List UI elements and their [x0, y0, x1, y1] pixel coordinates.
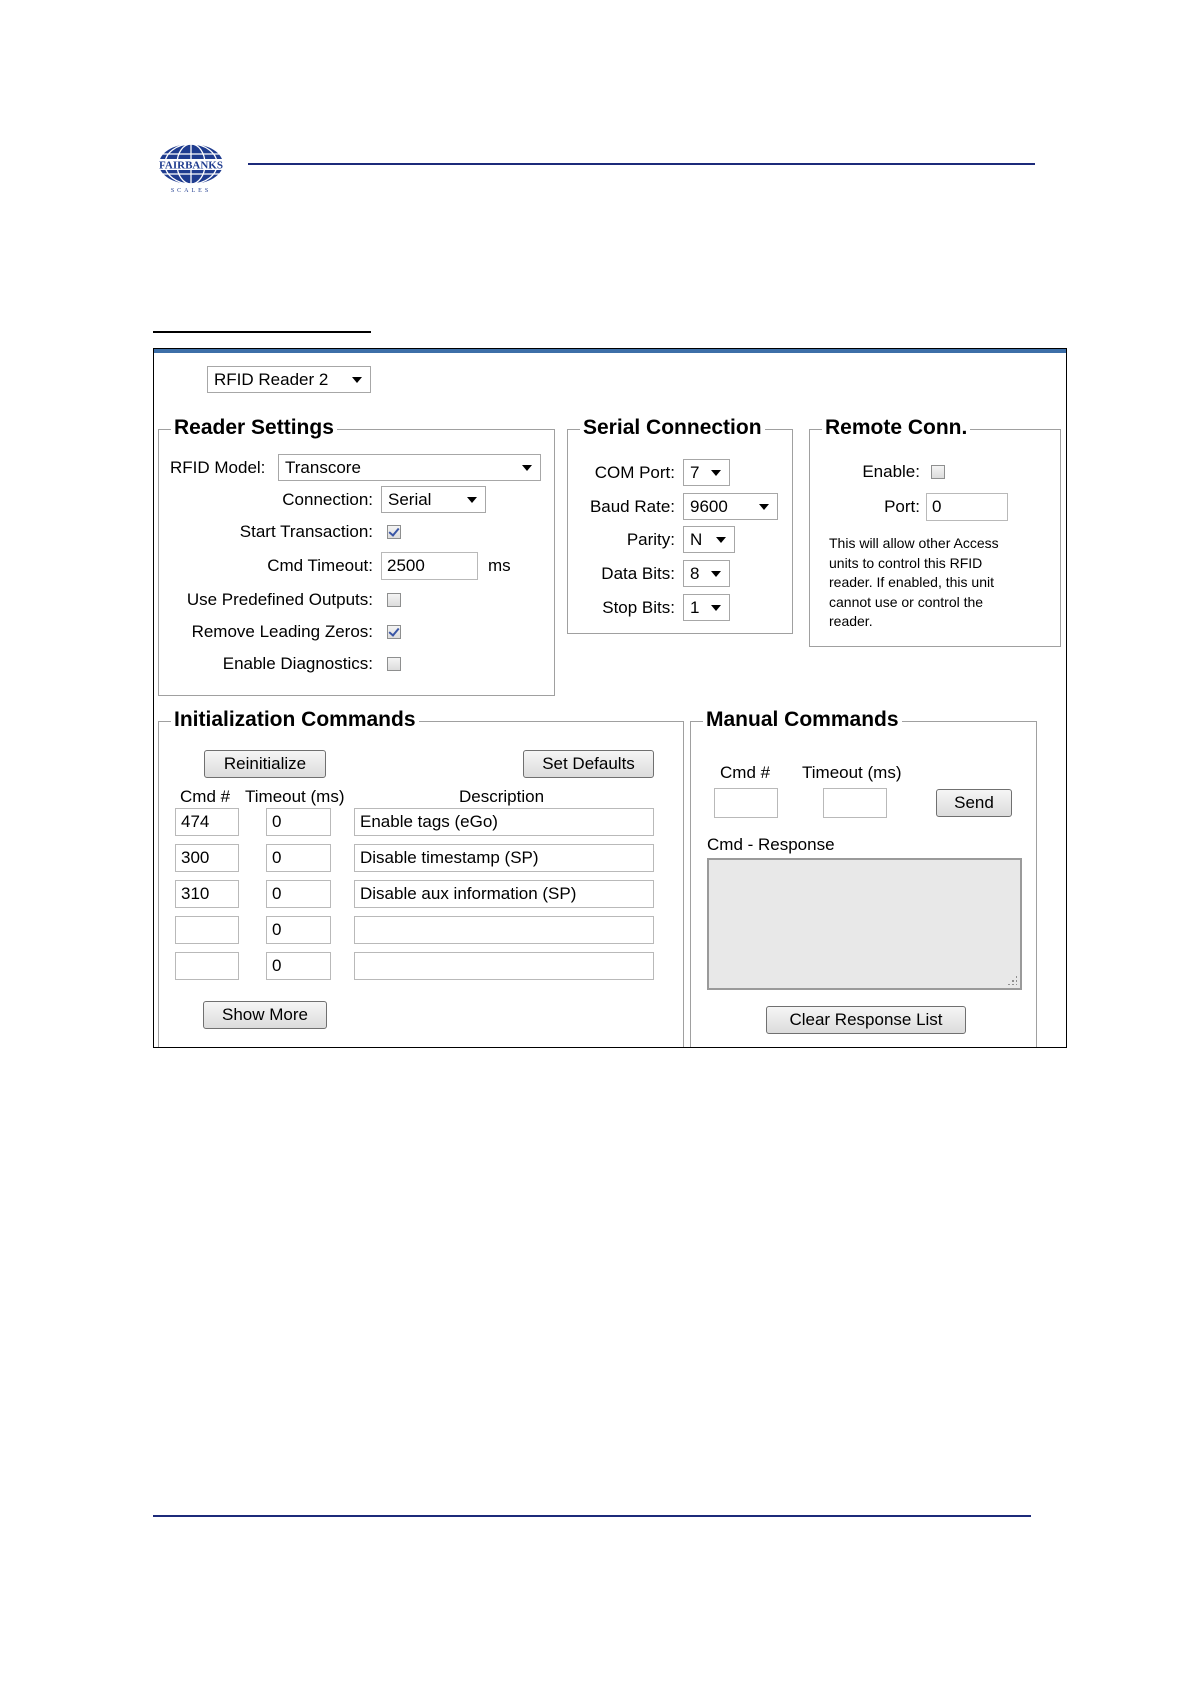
- remote-port-input[interactable]: [926, 493, 1008, 521]
- row-description-input[interactable]: [354, 880, 654, 908]
- cmd-timeout-label: Cmd Timeout:: [267, 556, 373, 575]
- svg-text:FAIRBANKS: FAIRBANKS: [159, 159, 223, 172]
- row-cmd-input[interactable]: [175, 952, 239, 980]
- manual-commands-group: [690, 708, 1037, 1048]
- row-description-input[interactable]: [354, 808, 654, 836]
- rfid-model-label: RFID Model:: [170, 458, 266, 477]
- initialization-commands-group: [158, 708, 684, 1048]
- cmd-response-textarea[interactable]: [707, 858, 1022, 990]
- show-more-button[interactable]: Show More: [203, 1001, 327, 1029]
- header-rule: [248, 163, 1035, 165]
- use-predefined-outputs-checkbox[interactable]: [387, 593, 401, 607]
- manual-timeout-label: Timeout (ms): [802, 763, 902, 782]
- col-header-timeout: Timeout (ms): [245, 787, 345, 806]
- col-header-cmd: Cmd #: [180, 787, 231, 806]
- row-cmd-input[interactable]: [175, 880, 239, 908]
- row-description-input[interactable]: [354, 844, 654, 872]
- enable-diagnostics-checkbox[interactable]: [387, 657, 401, 671]
- parity-select[interactable]: N: [683, 526, 735, 553]
- reinitialize-button[interactable]: Reinitialize: [204, 750, 326, 778]
- connection-select[interactable]: Serial: [381, 486, 486, 513]
- parity-label: Parity:: [626, 530, 675, 549]
- baud-rate-select[interactable]: 9600: [683, 493, 778, 520]
- remove-leading-zeros-checkbox[interactable]: [387, 625, 401, 639]
- stop-bits-label: Stop Bits:: [602, 598, 675, 617]
- remote-enable-label: Enable:: [862, 462, 920, 481]
- remote-conn-group: [809, 416, 1061, 647]
- remote-conn-note: This will allow other Access units to control this RFID reader. If enabled, this unit cannot use or control the reader.: [829, 535, 999, 629]
- start-transaction-checkbox[interactable]: [387, 525, 401, 539]
- manual-timeout-input[interactable]: [823, 788, 887, 818]
- chevron-down-icon: [711, 470, 721, 476]
- connection-label: Connection:: [282, 490, 373, 509]
- com-port-select[interactable]: 7: [683, 459, 730, 486]
- baud-rate-label: Baud Rate:: [589, 497, 675, 516]
- resize-grip-icon[interactable]: [1007, 975, 1017, 985]
- cmd-timeout-input[interactable]: [381, 552, 478, 580]
- chevron-down-icon: [711, 605, 721, 611]
- remove-leading-zeros-label: Remove Leading Zeros:: [191, 622, 373, 641]
- serial-connection-legend: Serial Connection: [580, 416, 765, 440]
- row-description-input[interactable]: [354, 916, 654, 944]
- rfid-reader-select[interactable]: RFID Reader 2: [207, 366, 371, 393]
- cmd-timeout-unit: ms: [488, 556, 511, 575]
- window-top-bar: [154, 349, 1066, 353]
- start-transaction-label: Start Transaction:: [239, 522, 373, 541]
- enable-diagnostics-label: Enable Diagnostics:: [222, 654, 373, 673]
- rfid-model-select[interactable]: Transcore: [278, 454, 541, 481]
- stop-bits-select[interactable]: 1: [683, 594, 730, 621]
- row-timeout-input[interactable]: [266, 808, 331, 836]
- rfid-settings-screenshot: [153, 348, 1067, 1048]
- row-timeout-input[interactable]: [266, 844, 331, 872]
- remote-port-label: Port:: [884, 497, 920, 516]
- manual-commands-legend: Manual Commands: [703, 708, 902, 732]
- chevron-down-icon: [716, 537, 726, 543]
- svg-text:SCALES: SCALES: [170, 188, 212, 194]
- section-heading-underline: [153, 331, 371, 333]
- com-port-label: COM Port:: [594, 463, 675, 482]
- reader-settings-group: [158, 416, 555, 696]
- cmd-response-label: Cmd - Response: [707, 835, 835, 854]
- chevron-down-icon: [522, 465, 532, 471]
- chevron-down-icon: [467, 497, 477, 503]
- col-header-description: Description: [459, 787, 545, 806]
- reader-settings-legend: Reader Settings: [171, 416, 337, 440]
- row-cmd-input[interactable]: [175, 808, 239, 836]
- row-cmd-input[interactable]: [175, 916, 239, 944]
- serial-connection-group: [567, 416, 793, 634]
- send-button[interactable]: Send: [936, 789, 1012, 817]
- chevron-down-icon: [711, 571, 721, 577]
- manual-cmd-label: Cmd #: [720, 763, 771, 782]
- footer-rule: [153, 1515, 1031, 1517]
- remote-conn-legend: Remote Conn.: [822, 416, 970, 440]
- initialization-commands-legend: Initialization Commands: [171, 708, 419, 732]
- fairbanks-logo: [151, 142, 231, 194]
- manual-cmd-input[interactable]: [714, 788, 778, 818]
- row-timeout-input[interactable]: [266, 916, 331, 944]
- data-bits-label: Data Bits:: [601, 564, 675, 583]
- chevron-down-icon: [759, 504, 769, 510]
- row-timeout-input[interactable]: [266, 952, 331, 980]
- set-defaults-button[interactable]: Set Defaults: [523, 750, 654, 778]
- row-cmd-input[interactable]: [175, 844, 239, 872]
- data-bits-select[interactable]: 8: [683, 560, 730, 587]
- row-description-input[interactable]: [354, 952, 654, 980]
- chevron-down-icon: [352, 377, 362, 383]
- use-predefined-outputs-label: Use Predefined Outputs:: [186, 590, 373, 609]
- remote-enable-checkbox[interactable]: [931, 465, 945, 479]
- clear-response-list-button[interactable]: Clear Response List: [766, 1006, 966, 1034]
- row-timeout-input[interactable]: [266, 880, 331, 908]
